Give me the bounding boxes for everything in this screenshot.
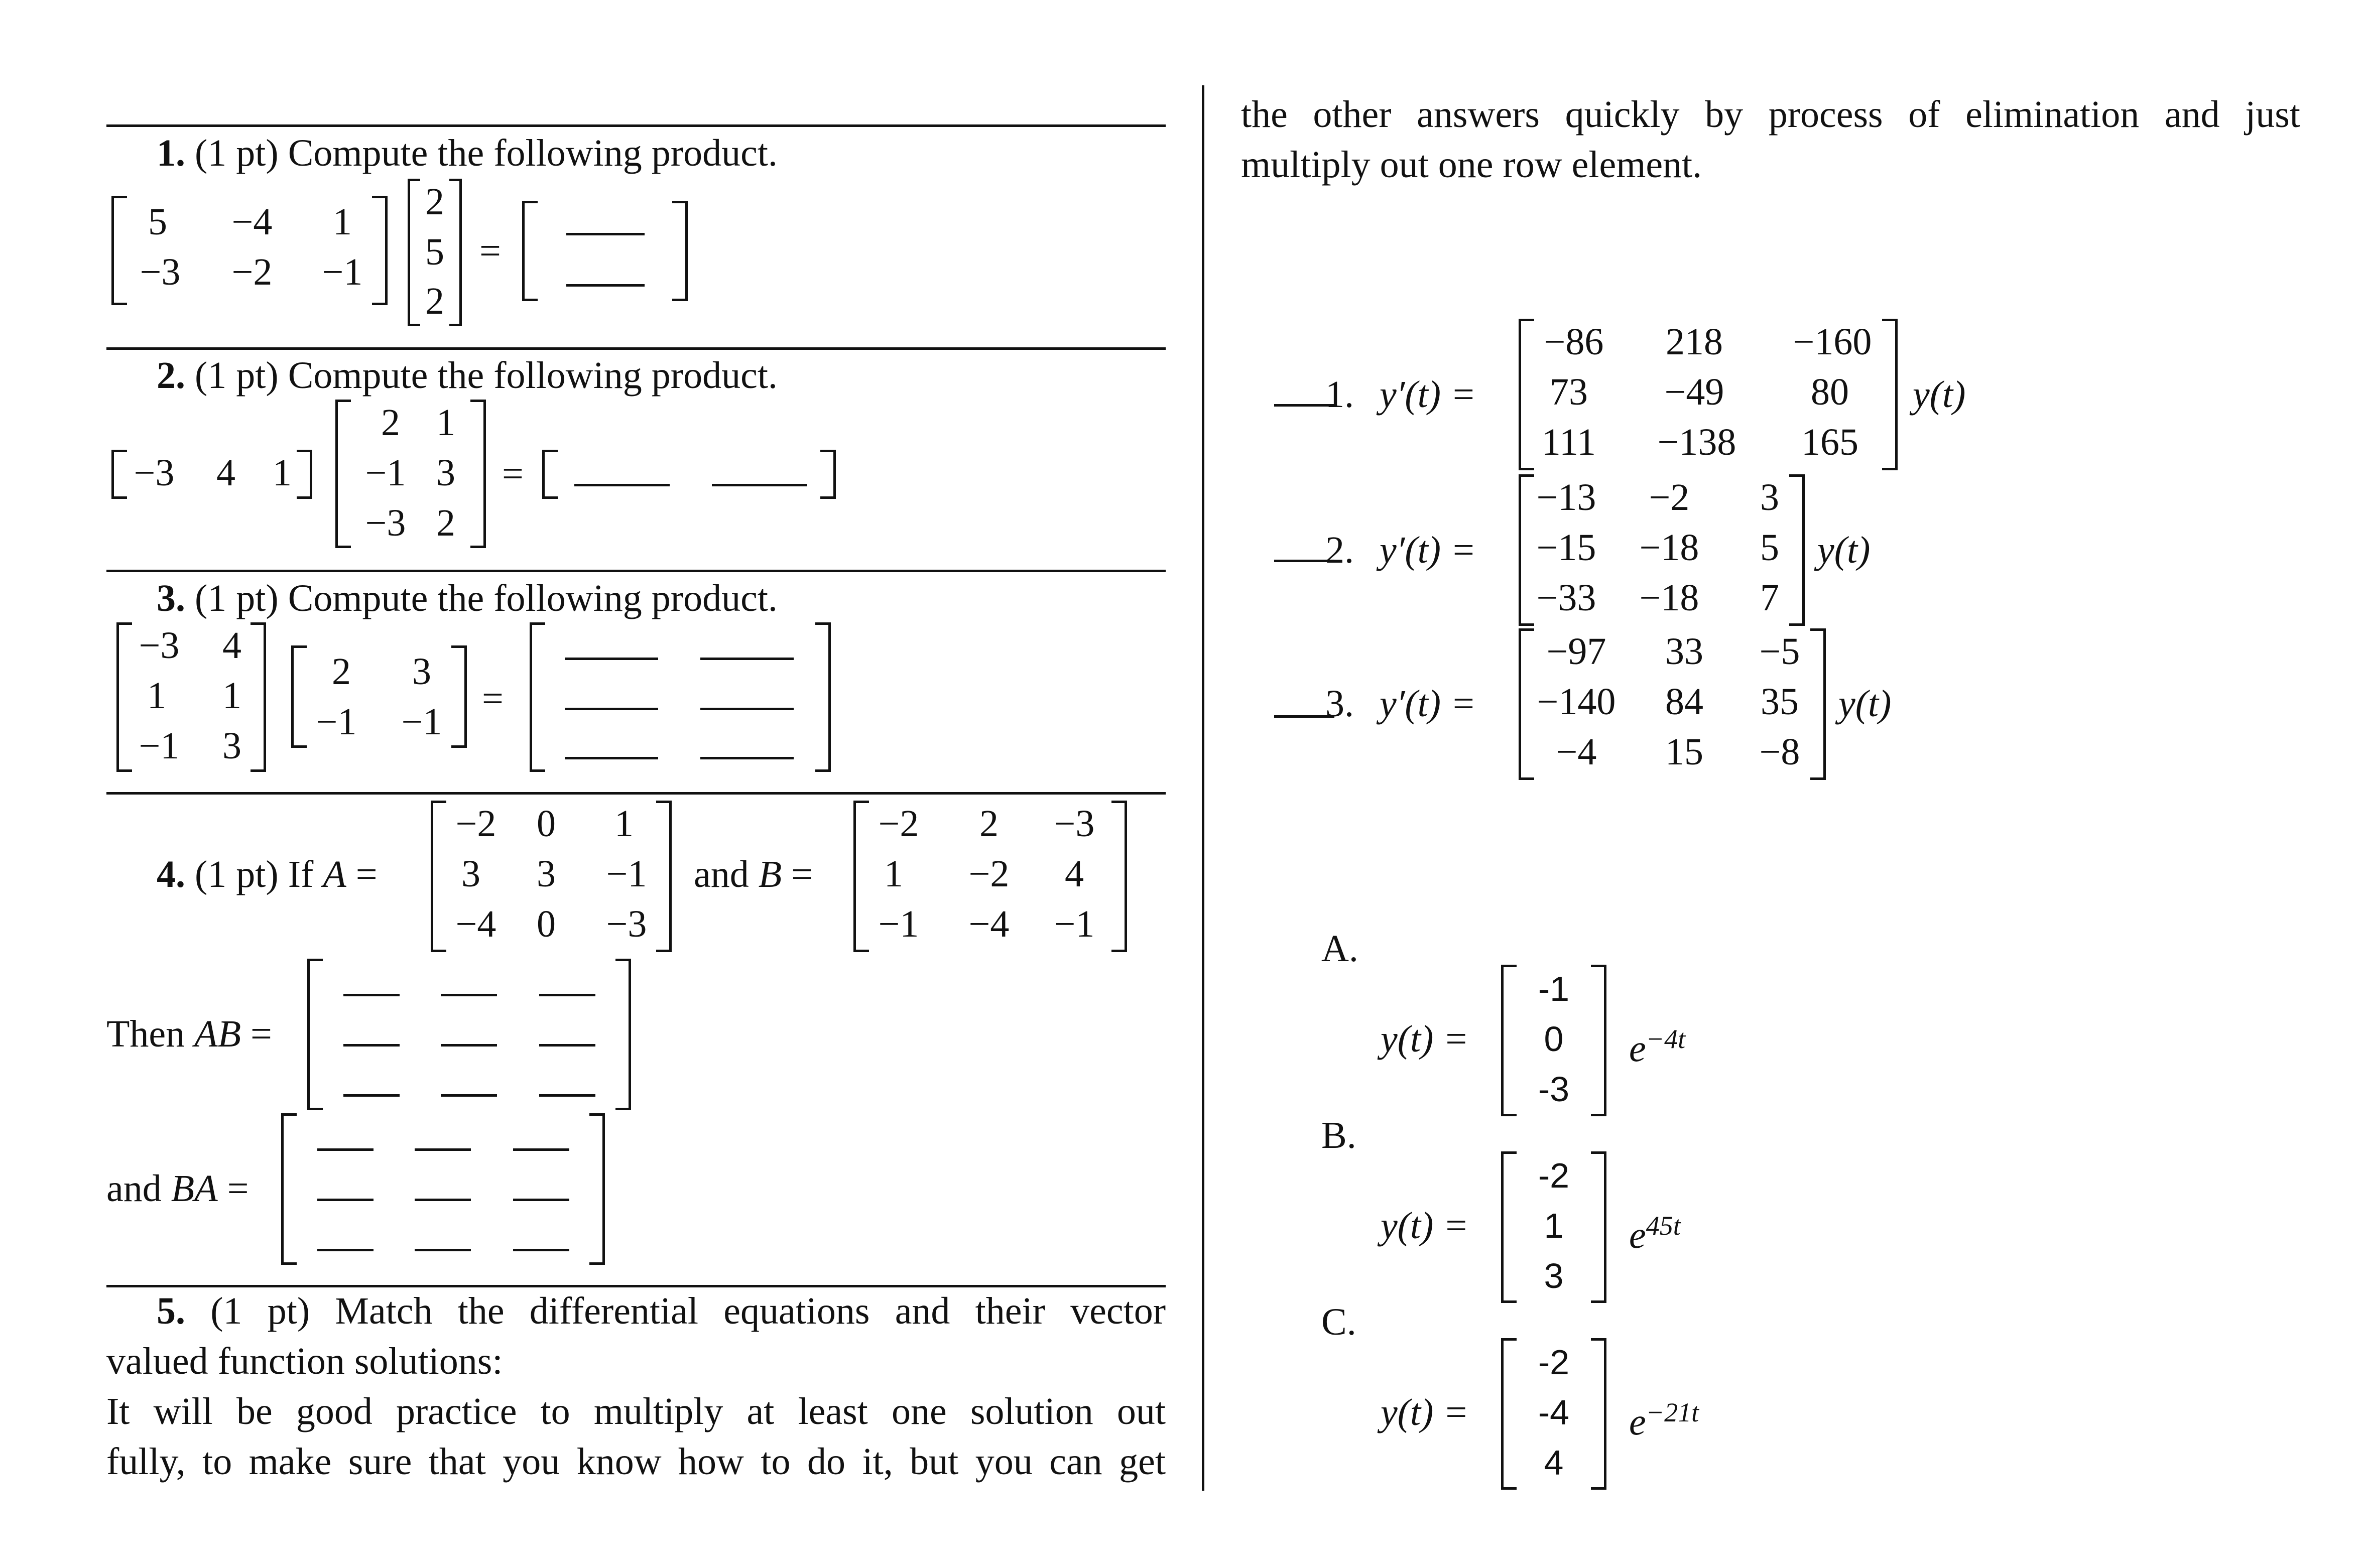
exp-power: −4t	[1646, 1024, 1686, 1054]
answer-blank[interactable]	[513, 1148, 569, 1151]
equation-lhs: y′(t) =	[1380, 373, 1476, 416]
rule-p3	[106, 570, 1166, 572]
p2-matrix-b	[335, 400, 486, 548]
p4-matrix-a	[431, 801, 672, 952]
problem-number: 5.	[157, 1290, 185, 1332]
matrix-cell: 3	[537, 853, 556, 895]
answer-blank[interactable]	[415, 1148, 471, 1151]
p2-answer-matrix[interactable]	[542, 450, 836, 499]
matrix-cell: 3	[461, 853, 480, 895]
matrix-cell: 1	[147, 675, 166, 717]
answer-blank[interactable]	[513, 1199, 569, 1201]
matrix-cell: −140	[1537, 681, 1616, 723]
problem-number: 3.	[157, 577, 185, 619]
matrix-cell: 2	[332, 650, 351, 693]
equation-rhs: y(t)	[1913, 373, 1966, 416]
and-text: and	[106, 1167, 171, 1210]
matrix-cell: 1	[436, 402, 455, 444]
matrix-cell: −1	[878, 903, 919, 945]
p1-vector	[408, 179, 462, 326]
matrix-cell: −160	[1793, 321, 1872, 363]
product-ba: BA	[171, 1167, 218, 1210]
exp-base: e	[1629, 1214, 1646, 1257]
equation-label: 3.	[1325, 683, 1354, 725]
problem-text: (1 pt) Match the differential equations and their vector	[210, 1290, 1166, 1332]
matrix-cell: −13	[1536, 476, 1596, 518]
and-text: and	[694, 853, 759, 895]
vector-entry: -2	[1538, 1343, 1570, 1382]
answer-blank[interactable]	[343, 1044, 400, 1047]
equation-rhs: y(t)	[1838, 683, 1892, 725]
matrix-cell: 2	[425, 181, 444, 223]
exp-power: −21t	[1646, 1397, 1699, 1427]
matrix-cell: 7	[1760, 577, 1779, 619]
matrix-cell: 4	[222, 624, 241, 667]
matrix-cell: 3	[1760, 476, 1779, 518]
problem-5-line-2	[106, 1336, 503, 1386]
matrix-cell: −1	[322, 251, 363, 293]
matrix-cell: −3	[139, 624, 180, 667]
problem-text: (1 pt) Compute the following product.	[195, 354, 778, 397]
p2-matrix-a	[111, 450, 312, 499]
and-ba-label: and BA =	[106, 1167, 249, 1210]
matrix-cell: 2	[979, 803, 999, 845]
answer-blank[interactable]	[441, 1044, 497, 1047]
answer-blank[interactable]	[415, 1249, 471, 1251]
answer-blank[interactable]	[513, 1249, 569, 1251]
problem-text: the other answers quickly by process of elimination and just	[1241, 93, 2300, 136]
vector-entry: -2	[1538, 1156, 1570, 1195]
matrix-cell: −1	[316, 701, 357, 743]
problem-number: 2.	[157, 354, 185, 397]
option-exponential	[1629, 1387, 1699, 1447]
problem-text: It will be good practice to multiply at least one solution out	[106, 1390, 1166, 1432]
equation-rhs: y(t)	[1817, 529, 1871, 571]
matrix-cell: 111	[1541, 421, 1596, 463]
matrix-cell: −1	[401, 701, 442, 743]
matrix-cell: 2	[436, 502, 455, 544]
vector-entry: -1	[1538, 969, 1570, 1008]
matrix-cell: −1	[606, 853, 647, 895]
problem-number: 4.	[157, 853, 185, 895]
option-letter: B.	[1321, 1114, 1356, 1156]
matrix-cell: −3	[1054, 803, 1095, 845]
matrix-cell: −4	[455, 903, 496, 945]
equation-lhs: y′(t) =	[1380, 529, 1476, 571]
answer-blank[interactable]	[565, 658, 658, 660]
matrix-cell: 5	[1760, 527, 1779, 569]
eq1-matrix	[1519, 319, 1898, 470]
rule-p2	[106, 347, 1166, 350]
matrix-cell: 165	[1801, 421, 1858, 463]
answer-blank[interactable]	[700, 658, 794, 660]
matrix-cell: −2	[231, 251, 273, 293]
vector-entry: -3	[1538, 1070, 1570, 1109]
equation-lhs: y′(t) =	[1380, 683, 1476, 725]
option-letter: C.	[1321, 1301, 1356, 1343]
answer-blank[interactable]	[566, 284, 645, 287]
column-divider	[1202, 85, 1204, 1491]
matrix-cell: −5	[1759, 630, 1800, 673]
answer-blank[interactable]	[565, 708, 658, 710]
option-b-vector	[1501, 1151, 1606, 1303]
matrix-cell: −4	[968, 903, 1010, 945]
exp-base: e	[1629, 1027, 1646, 1070]
equation-label: 1.	[1325, 373, 1354, 416]
matrix-cell: −97	[1546, 630, 1606, 673]
equation-label: 2.	[1325, 529, 1354, 571]
matrix-cell: 35	[1761, 681, 1799, 723]
answer-blank[interactable]	[712, 484, 807, 486]
answer-blank[interactable]	[317, 1199, 374, 1201]
matrix-cell: −1	[139, 725, 180, 767]
problem-3-heading	[157, 573, 778, 623]
matrix-cell: 1	[884, 853, 903, 895]
answer-blank[interactable]	[343, 994, 400, 996]
answer-blank[interactable]	[539, 994, 595, 996]
matrix-cell: −3	[140, 251, 181, 293]
matrix-cell: −3	[134, 452, 175, 494]
problem-text: multiply out one row element.	[1241, 144, 1702, 186]
problem-text: valued function solutions:	[106, 1340, 503, 1382]
eq3-matrix	[1519, 628, 1826, 780]
option-lhs: y(t) =	[1381, 1018, 1469, 1060]
p3-answer-matrix[interactable]	[530, 622, 831, 772]
option-c-vector	[1501, 1338, 1606, 1490]
then-text: Then	[106, 1013, 195, 1055]
answer-blank[interactable]	[565, 757, 658, 759]
problem-4-heading	[157, 849, 378, 899]
matrix-cell: −33	[1536, 577, 1596, 619]
product-ab: AB	[194, 1013, 241, 1055]
answer-blank[interactable]	[566, 233, 645, 235]
matrix-cell: −8	[1759, 731, 1800, 773]
problem-2-heading	[157, 350, 778, 401]
p1-matrix-a	[111, 196, 388, 305]
rule-p4	[106, 792, 1166, 795]
and-b-label	[694, 849, 813, 899]
variable-b: B	[758, 853, 782, 895]
exp-base: e	[1629, 1401, 1646, 1444]
matrix-cell: −86	[1544, 321, 1604, 363]
option-lhs: y(t) =	[1381, 1391, 1469, 1433]
p4-matrix-b	[853, 801, 1127, 952]
matrix-cell: −18	[1639, 527, 1699, 569]
problem-5-line-6	[1241, 140, 1702, 190]
option-exponential	[1629, 1201, 1681, 1260]
answer-blank[interactable]	[539, 1094, 595, 1097]
problem-5-line-4	[106, 1436, 1166, 1487]
matrix-cell: −2	[878, 803, 919, 845]
then-ab-label: Then AB =	[106, 1013, 272, 1055]
matrix-cell: 3	[412, 650, 431, 693]
matrix-cell: 0	[537, 903, 556, 945]
answer-blank[interactable]	[317, 1148, 374, 1151]
rule-p1	[106, 124, 1166, 127]
matrix-cell: 1	[614, 803, 634, 845]
matrix-cell: 4	[216, 452, 235, 494]
problem-text: (1 pt) If	[195, 853, 323, 895]
matrix-cell: 4	[1065, 853, 1084, 895]
answer-blank[interactable]	[539, 1044, 595, 1047]
p4-answer-ba[interactable]	[281, 1113, 605, 1265]
problem-5-line-1	[106, 1286, 1166, 1336]
vector-entry: 4	[1544, 1443, 1564, 1482]
eq2-matrix	[1519, 474, 1805, 626]
matrix-cell: 218	[1666, 321, 1723, 363]
option-exponential	[1629, 1014, 1685, 1074]
answer-blank[interactable]	[441, 994, 497, 996]
matrix-cell: 5	[148, 201, 167, 243]
matrix-cell: −18	[1639, 577, 1699, 619]
equals-sign: =	[482, 678, 504, 720]
vector-entry: 0	[1544, 1019, 1564, 1059]
p3-matrix-a	[116, 622, 266, 772]
problem-number: 1.	[157, 132, 185, 174]
vector-entry: 1	[1544, 1206, 1564, 1245]
matrix-cell: −138	[1657, 421, 1736, 463]
matrix-cell: −3	[365, 502, 406, 544]
p4-answer-ab[interactable]	[307, 959, 631, 1110]
equals-sign: =	[782, 853, 813, 895]
matrix-cell: 5	[425, 231, 444, 273]
matrix-cell: 15	[1665, 731, 1703, 773]
matrix-cell: 1	[222, 675, 241, 717]
p1-answer-matrix[interactable]	[522, 201, 688, 301]
matrix-cell: −15	[1536, 527, 1596, 569]
problem-text: (1 pt) Compute the following product.	[195, 577, 778, 619]
problem-5-line-5	[1241, 89, 2300, 140]
p3-matrix-b	[291, 645, 467, 748]
matrix-cell: −1	[1054, 903, 1095, 945]
matrix-cell: 84	[1665, 681, 1703, 723]
equals-sign: =	[502, 453, 524, 495]
matrix-cell: −4	[1556, 731, 1597, 773]
matrix-cell: 1	[273, 452, 292, 494]
matrix-cell: −4	[231, 201, 273, 243]
option-lhs: y(t) =	[1381, 1205, 1469, 1247]
matrix-cell: 33	[1665, 630, 1703, 673]
matrix-cell: 73	[1550, 371, 1588, 413]
matrix-cell: 0	[537, 803, 556, 845]
matrix-cell: 1	[333, 201, 352, 243]
matrix-cell: −49	[1664, 371, 1724, 413]
matrix-cell: −2	[1649, 476, 1690, 518]
problem-5-line-3	[106, 1386, 1166, 1436]
problem-1-heading	[157, 128, 778, 178]
matrix-cell: −3	[606, 903, 647, 945]
matrix-cell: −2	[455, 803, 496, 845]
vector-entry: 3	[1544, 1256, 1564, 1295]
answer-blank[interactable]	[574, 484, 670, 486]
matrix-cell: 2	[381, 402, 400, 444]
answer-blank[interactable]	[343, 1094, 400, 1097]
equals-sign: =	[346, 853, 378, 895]
matrix-cell: −2	[968, 853, 1010, 895]
matrix-cell: 2	[425, 280, 444, 322]
problem-text: (1 pt) Compute the following product.	[195, 132, 778, 174]
matrix-cell: 80	[1811, 371, 1849, 413]
answer-blank[interactable]	[441, 1094, 497, 1097]
matrix-cell: 3	[436, 452, 455, 494]
equals-sign: =	[479, 230, 501, 272]
problem-text: fully, to make sure that you know how to do it, but you can get	[106, 1441, 1166, 1483]
answer-blank[interactable]	[317, 1249, 374, 1251]
answer-blank[interactable]	[700, 757, 794, 759]
variable-a: A	[323, 853, 346, 895]
option-a-vector	[1501, 965, 1606, 1116]
matrix-cell: 3	[222, 725, 241, 767]
option-letter: A.	[1321, 928, 1358, 970]
answer-blank[interactable]	[415, 1199, 471, 1201]
matrix-cell: −1	[365, 452, 406, 494]
exp-power: 45t	[1646, 1211, 1681, 1241]
answer-blank[interactable]	[700, 708, 794, 710]
vector-entry: -4	[1538, 1393, 1570, 1432]
